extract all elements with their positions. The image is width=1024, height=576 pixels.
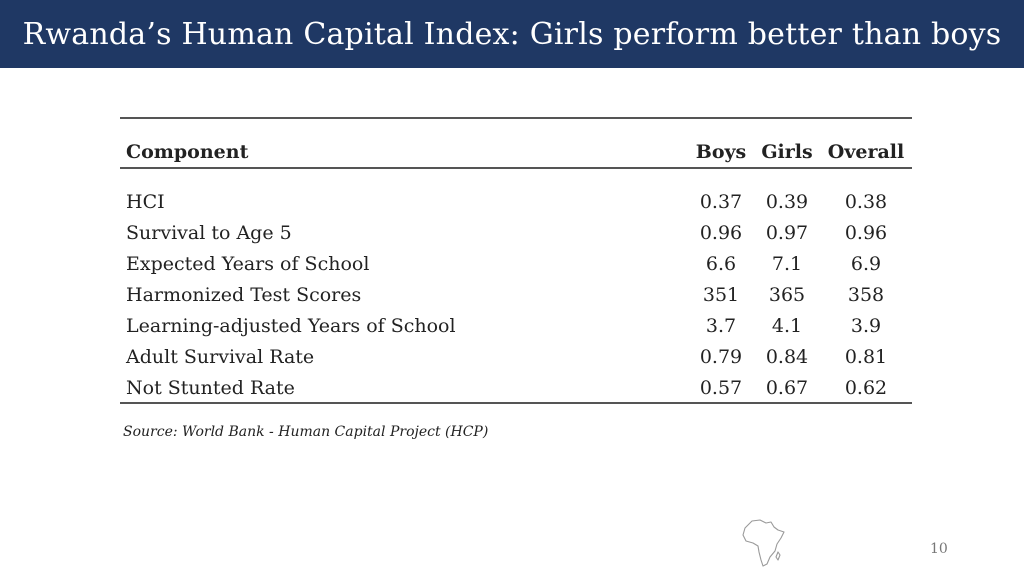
cell-boys: 0.37 <box>699 191 743 213</box>
title-bar <box>0 0 1024 68</box>
cell-girls: 0.39 <box>765 191 809 213</box>
cell-boys: 0.57 <box>688 373 754 403</box>
hci-table <box>120 119 912 404</box>
table-row <box>120 168 912 218</box>
cell-girls: 0.97 <box>765 222 809 244</box>
source-note: Source: World Bank - Human Capital Project (HCP) <box>123 424 489 440</box>
cell-girls: 0.84 <box>765 346 809 368</box>
table-row <box>120 280 912 311</box>
table-row <box>120 249 912 280</box>
cell-boys: 6.6 <box>705 253 737 275</box>
page-number: 10 <box>930 541 948 557</box>
cell-girls: 4.1 <box>771 315 803 337</box>
header-overall: Overall <box>827 141 905 163</box>
header-component: Component <box>126 141 249 163</box>
cell-girls: 365 <box>768 284 806 306</box>
cell-overall: 358 <box>847 284 885 306</box>
cell-overall: 0.81 <box>844 346 888 368</box>
table-row <box>120 311 912 342</box>
row-label: Expected Years of School <box>126 253 370 275</box>
cell-overall: 0.38 <box>844 191 888 213</box>
table-row <box>120 342 912 373</box>
header-girls: Girls <box>761 141 813 163</box>
cell-overall: 6.9 <box>850 253 882 275</box>
cell-boys: 0.79 <box>699 346 743 368</box>
cell-boys: 351 <box>702 284 740 306</box>
row-label: HCI <box>126 191 165 213</box>
cell-boys: 0.96 <box>699 222 743 244</box>
cell-overall: 3.9 <box>850 315 882 337</box>
row-label: Learning-adjusted Years of School <box>126 315 456 337</box>
cell-overall: 0.96 <box>844 222 888 244</box>
cell-overall: 0.62 <box>820 373 912 403</box>
table-row <box>120 373 912 403</box>
cell-boys: 3.7 <box>705 315 737 337</box>
africa-map-icon <box>740 518 786 568</box>
cell-girls: 7.1 <box>771 253 803 275</box>
row-label: Adult Survival Rate <box>126 346 315 368</box>
table-header-row <box>120 119 912 168</box>
row-label: Not Stunted Rate <box>120 373 688 403</box>
table-row <box>120 218 912 249</box>
row-label: Survival to Age 5 <box>126 222 292 244</box>
hci-table-container <box>120 117 912 404</box>
slide-title: Rwanda’s Human Capital Index: Girls perform better than boys <box>22 16 1002 52</box>
cell-girls: 0.67 <box>754 373 820 403</box>
header-boys: Boys <box>695 141 747 163</box>
row-label: Harmonized Test Scores <box>126 284 362 306</box>
